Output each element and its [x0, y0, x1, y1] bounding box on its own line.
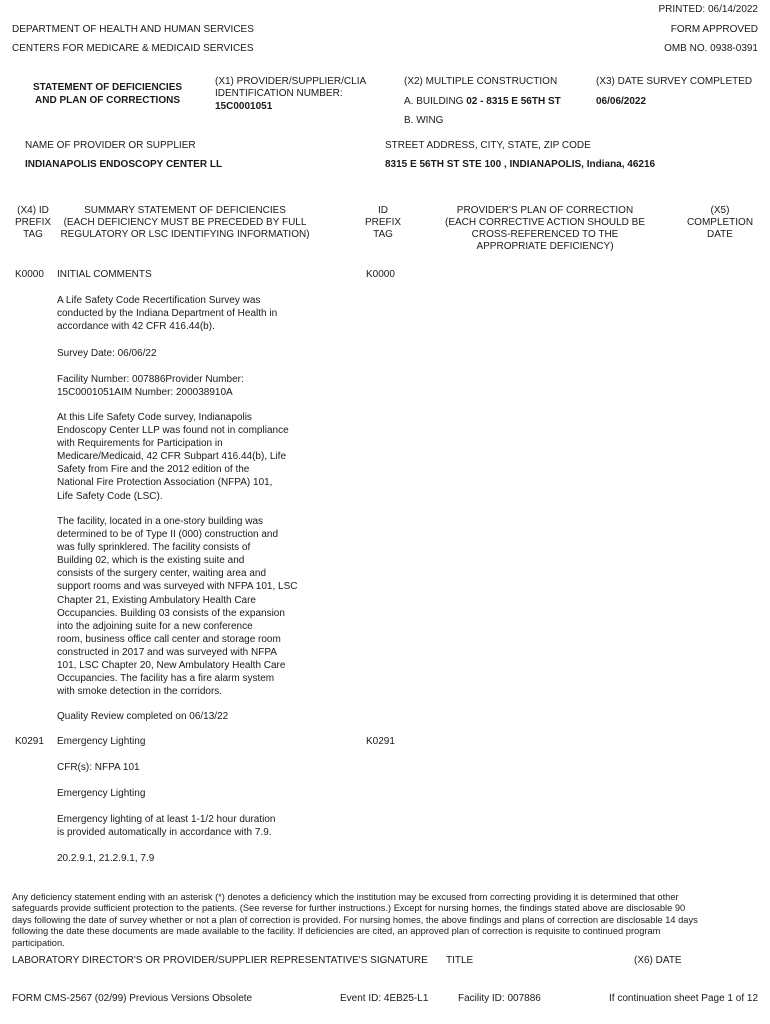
x2-building-value: 02 - 8315 E 56TH ST [466, 96, 561, 107]
provider-name-value: INDIANAPOLIS ENDOSCOPY CENTER LL [25, 159, 223, 170]
x5-header-line3: DATE [707, 229, 733, 240]
x4-header-line3: TAG [23, 229, 43, 240]
paragraph-survey-date [57, 347, 307, 360]
text-line: A Life Safety Code Recertification Survey was [57, 295, 261, 306]
signature-label: LABORATORY DIRECTOR'S OR PROVIDER/SUPPLIER REPRESENTATIVE'S SIGNATURE [12, 955, 428, 966]
k0291-tag: K0291 [15, 736, 44, 747]
text-line: Building 02, which is the existing suite and [57, 555, 245, 567]
paragraph-cfr [57, 761, 307, 774]
x4-header-line2: PREFIX [14, 217, 52, 228]
plan-header-line3: CROSS-REFERENCED TO THE [471, 229, 619, 240]
paragraph-references [57, 852, 307, 865]
disclaimer-line: days following the date of survey whether or not a plan of correction is provided. For nursing homes, the above findings and plans of correction are disclosable 14 days [12, 914, 698, 925]
text-line: Emergency Lighting [57, 788, 146, 799]
text-line: support rooms and was surveyed with NFPA 101, LSC [57, 581, 298, 593]
text-line: Quality Review completed on 06/13/22 [57, 711, 229, 722]
x1-value: 15C0001051 [215, 101, 273, 112]
disclaimer-line: following the date these documents are made available to the facility. If deficiencies are cited, an approved plan of correction is requisite to continued program [12, 926, 661, 937]
text-line: is provided automatically in accordance with 7.9. [57, 827, 272, 839]
x4-header-line1: (X4) ID [17, 205, 49, 216]
x1-label-line2: IDENTIFICATION NUMBER: [215, 88, 343, 99]
text-line: into the adjoining suite for a new conference [57, 620, 253, 632]
text-line: determined to be of Type II (000) construction and [57, 529, 279, 541]
summary-header-line1: SUMMARY STATEMENT OF DEFICIENCIES [84, 205, 286, 216]
event-id: Event ID: 4EB25-L1 [340, 993, 429, 1004]
x3-value: 06/06/2022 [596, 96, 647, 107]
plan-header-line1: PROVIDER'S PLAN OF CORRECTION [456, 205, 634, 216]
x2-label: (X2) MULTIPLE CONSTRUCTION [404, 76, 558, 87]
k0291-id: K0291 [366, 736, 395, 747]
text-line: 101, LSC Chapter 20, New Ambulatory Health Care [57, 660, 286, 672]
text-line: consists of the surgery center, waiting area and [57, 568, 267, 580]
text-line: The facility, located in a one-story building was [57, 516, 264, 527]
disclaimer [12, 892, 762, 949]
text-line: National Fire Protection Association (NFPA) 101, [57, 477, 273, 489]
centers-name: CENTERS FOR MEDICARE & MEDICAID SERVICES [12, 43, 254, 54]
text-line: Survey Date: 06/06/22 [57, 348, 157, 359]
text-line: 20.2.9.1, 21.2.9.1, 7.9 [57, 853, 155, 864]
k0000-id: K0000 [366, 269, 395, 280]
text-line: accordance with 42 CFR 416.44(b). [57, 321, 215, 333]
x2-building [404, 96, 561, 108]
printed-date: PRINTED: 06/14/2022 [658, 4, 758, 15]
text-line: Emergency lighting of at least 1-1/2 hour duration [57, 814, 276, 825]
disclaimer-line: participation. [12, 937, 65, 948]
continuation-sheet: If continuation sheet Page 1 of 12 [609, 993, 758, 1004]
address-value: 8315 E 56TH ST STE 100 , INDIANAPOLIS, Indiana, 46216 [385, 159, 656, 170]
paragraph-lighting-duration [57, 813, 307, 839]
statement-title-line2: AND PLAN OF CORRECTIONS [35, 95, 180, 106]
x2-building-label: A. BUILDING [404, 96, 464, 107]
text-line: room, business office call center and storage room [57, 633, 281, 645]
k0291-title: Emergency Lighting [57, 736, 146, 747]
text-line: Facility Number: 007886Provider Number: [57, 374, 244, 385]
text-line: conducted by the Indiana Department of Health in [57, 308, 278, 320]
disclaimer-line: safeguards provide sufficient protection to the patients. (See reverse for further instructions.) Except for nursing homes, the findings stated above are disclosable 90 [12, 903, 686, 914]
text-line: Occupancies. Building 03 consists of the expansion [57, 607, 285, 619]
text-line: with smoke detection in the corridors. [57, 686, 223, 698]
text-line: with Requirements for Participation in [57, 438, 223, 450]
x5-header-line2: COMPLETION [686, 217, 754, 228]
k0000-title: INITIAL COMMENTS [57, 269, 152, 280]
address-label: STREET ADDRESS, CITY, STATE, ZIP CODE [385, 140, 591, 151]
text-line: CFR(s): NFPA 101 [57, 762, 140, 773]
x3-label: (X3) DATE SURVEY COMPLETED [596, 76, 753, 87]
text-line: constructed in 2017 and was surveyed with NFPA [57, 646, 277, 658]
x1-label-line1: (X1) PROVIDER/SUPPLIER/CLIA [215, 76, 367, 87]
disclaimer-line: Any deficiency statement ending with an asterisk (*) denotes a deficiency which the institution may be excused from correcting providing it is determined that other [12, 892, 679, 902]
form-number: FORM CMS-2567 (02/99) Previous Versions Obsolete [12, 993, 253, 1004]
department-name: DEPARTMENT OF HEALTH AND HUMAN SERVICES [12, 24, 254, 35]
id-header-line3: TAG [373, 229, 393, 240]
text-line: Medicare/Medicaid, 42 CFR Subpart 416.44(b), Life [57, 451, 287, 463]
plan-header-line4: APPROPRIATE DEFICIENCY) [476, 241, 614, 252]
text-line: Safety from Fire and the 2012 edition of the [57, 464, 250, 476]
provider-name-label: NAME OF PROVIDER OR SUPPLIER [25, 140, 196, 151]
x5-header-line1: (X5) [710, 205, 730, 216]
omb-number: OMB NO. 0938-0391 [664, 43, 758, 54]
form-approved: FORM APPROVED [670, 24, 758, 35]
paragraph-compliance [57, 411, 307, 503]
id-header-line2: PREFIX [364, 217, 402, 228]
k0000-tag: K0000 [15, 269, 44, 280]
text-line: At this Life Safety Code survey, Indianapolis [57, 412, 252, 423]
x2-wing: B. WING [404, 115, 444, 126]
text-line: Life Safety Code (LSC). [57, 490, 163, 502]
text-line: 15C0001051AIM Number: 200038910A [57, 387, 233, 399]
plan-header-line2: (EACH CORRECTIVE ACTION SHOULD BE [444, 217, 646, 228]
text-line: Endoscopy Center LLP was found not in compliance [57, 425, 289, 437]
text-line: Occupancies. The facility has a fire alarm system [57, 673, 275, 685]
statement-title-line1: STATEMENT OF DEFICIENCIES [32, 82, 183, 93]
paragraph-emergency-lighting [57, 787, 307, 800]
id-header-line1: ID [378, 205, 388, 216]
summary-header-line2: (EACH DEFICIENCY MUST BE PRECEDED BY FULL [63, 217, 307, 228]
paragraph-facility-number [57, 373, 307, 399]
summary-header-line3: REGULATORY OR LSC IDENTIFYING INFORMATION) [60, 229, 310, 240]
x6-date-label: (X6) DATE [634, 955, 682, 966]
text-line: Chapter 21, Existing Ambulatory Health Care [57, 594, 256, 606]
title-label: TITLE [446, 955, 474, 966]
paragraph-quality-review [57, 710, 307, 723]
paragraph-facility-description [57, 515, 307, 698]
paragraph-survey-intro [57, 294, 307, 333]
facility-id: Facility ID: 007886 [458, 993, 541, 1004]
text-line: was fully sprinklered. The facility consists of [57, 542, 251, 554]
